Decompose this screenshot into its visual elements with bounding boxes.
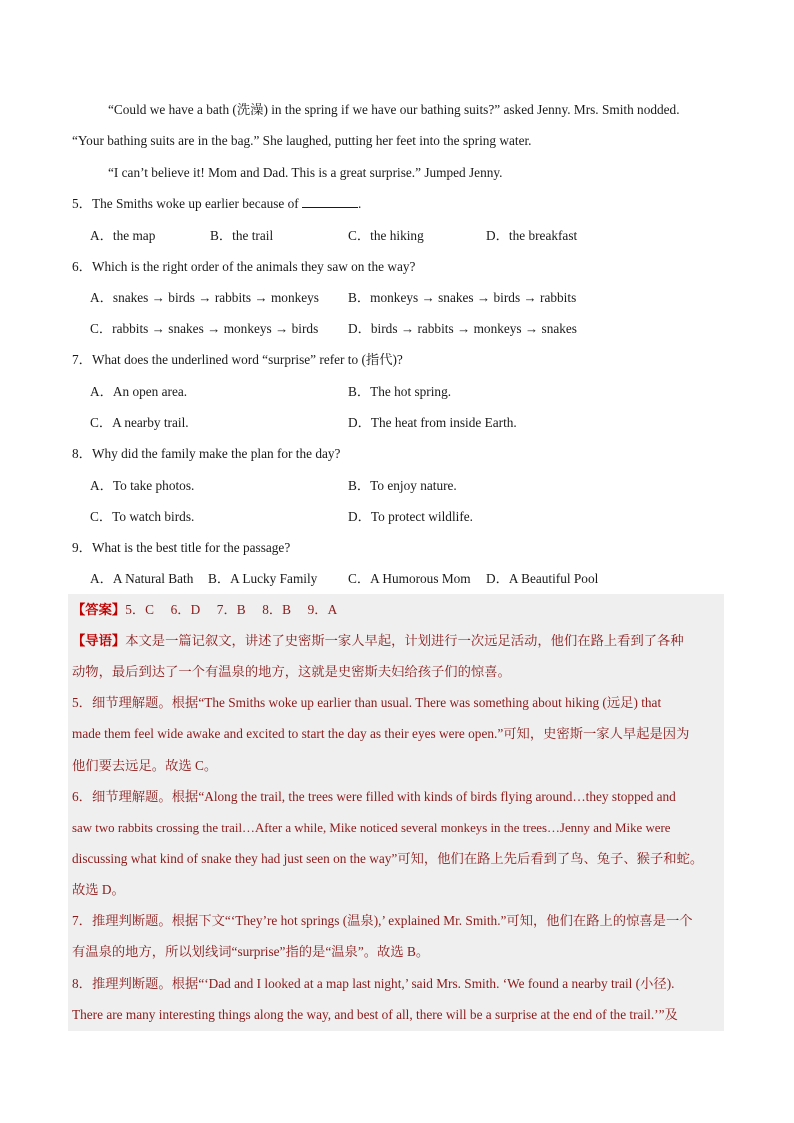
answer-explanation-panel [68,594,724,1031]
option-a[interactable]: A．To take photos. [90,478,195,493]
explanation-6-line-3: discussing what kind of snake they had just seen on the way”可知，他们在路上先后看到了鸟、兔子、猴子和蛇。 [72,851,704,866]
question-6-stem: 6．Which is the right order of the animals they saw on the way? [72,259,416,274]
guide-tag: 【导语】 [72,633,126,648]
option-d[interactable]: D．the breakfast [486,228,578,243]
option-c[interactable]: C．the hiking [348,228,424,243]
option-a[interactable]: A．snakes → birds → rabbits → monkeys [90,290,319,305]
option-b[interactable]: B．The hot spring. [348,384,452,399]
option-a[interactable]: A．An open area. [90,384,188,399]
explanation-6-line-1: 6．细节理解题。根据“Along the trail, the trees were filled with kinds of birds flying around…they stopped and [72,789,676,804]
option-c[interactable]: C．A nearby trail. [90,415,189,430]
option-b[interactable]: B．the trail [210,228,274,243]
answer-key-line [72,600,722,620]
question-5-stem: 5．The Smiths woke up earlier because of . [72,196,362,211]
explanation-8-line-2: There are many interesting things along the way, and best of all, there will be a surprise at the end of the trail.’”及 [72,1007,678,1022]
option-b[interactable]: B．monkeys → snakes → birds → rabbits [348,290,577,305]
passage-paragraph-2: “I can’t believe it! Mom and Dad. This is a great surprise.” Jumped Jenny. [108,165,503,180]
explanation-5-line-3: 他们要去远足。故选 C。 [72,758,218,773]
passage-paragraph-1: “Could we have a bath (洗澡) in the spring if we have our bathing suits?” asked Jenny. Mrs. Smith nodded. [108,102,680,117]
option-d[interactable]: D．To protect wildlife. [348,509,473,524]
option-b[interactable]: B．To enjoy nature. [348,478,457,493]
option-d[interactable]: D．The heat from inside Earth. [348,415,517,430]
guide-line-2: 动物，最后到达了一个有温泉的地方，这就是史密斯夫妇给孩子们的惊喜。 [72,664,511,679]
guide-line-1: 【导语】本文是一篇记叙文，讲述了史密斯一家人早起，计划进行一次远足活动，他们在路上看到了各种 [72,633,684,648]
answer-blank [302,195,358,208]
option-c[interactable]: C．rabbits → snakes → monkeys → birds [90,321,319,336]
explanation-8-line-1: 8．推理判断题。根据“‘Dad and I looked at a map last night,’ said Mrs. Smith. ‘We found a nearby trail (小径). [72,976,675,991]
option-d[interactable]: D．A Beautiful Pool [486,571,599,586]
explanation-6-line-4: 故选 D。 [72,882,125,897]
passage-paragraph-1-cont: “Your bathing suits are in the bag.” She laughed, putting her feet into the spring water. [72,133,532,148]
explanation-6-line-2: saw two rabbits crossing the trail…After a while, Mike noticed several monkeys in the trees…Jenny and Mike were [72,821,671,835]
answer-tag: 【答案】 [72,602,126,617]
option-c[interactable]: C．A Humorous Mom [348,571,471,586]
option-d[interactable]: D．birds → rabbits → monkeys → snakes [348,321,577,336]
explanation-7-line-2: 有温泉的地方，所以划线词“surprise”指的是“温泉”。故选 B。 [72,944,430,959]
explanation-5-line-2: made them feel wide awake and excited to start the day as their eyes were open.”可知，史密斯一家人早起是因为 [72,726,690,741]
question-9-stem: 9．What is the best title for the passage? [72,540,291,555]
question-7-stem: 7．What does the underlined word “surprise” refer to (指代)? [72,352,403,367]
explanation-7-line-1: 7．推理判断题。根据下文“‘They’re hot springs (温泉),’ explained Mr. Smith.”可知，他们在路上的惊喜是一个 [72,913,693,928]
option-a[interactable]: A．A Natural Bath [90,571,194,586]
explanation-5-line-1: 5．细节理解题。根据“The Smiths woke up earlier than usual. There was something about hiking (远足) that [72,695,662,710]
answer-key: 5．C 6．D 7．B 8．B 9．A [125,602,338,617]
question-8-stem: 8．Why did the family make the plan for the day? [72,446,341,461]
option-c[interactable]: C．To watch birds. [90,509,195,524]
option-b[interactable]: B．A Lucky Family [208,571,318,586]
option-a[interactable]: A．the map [90,228,156,243]
